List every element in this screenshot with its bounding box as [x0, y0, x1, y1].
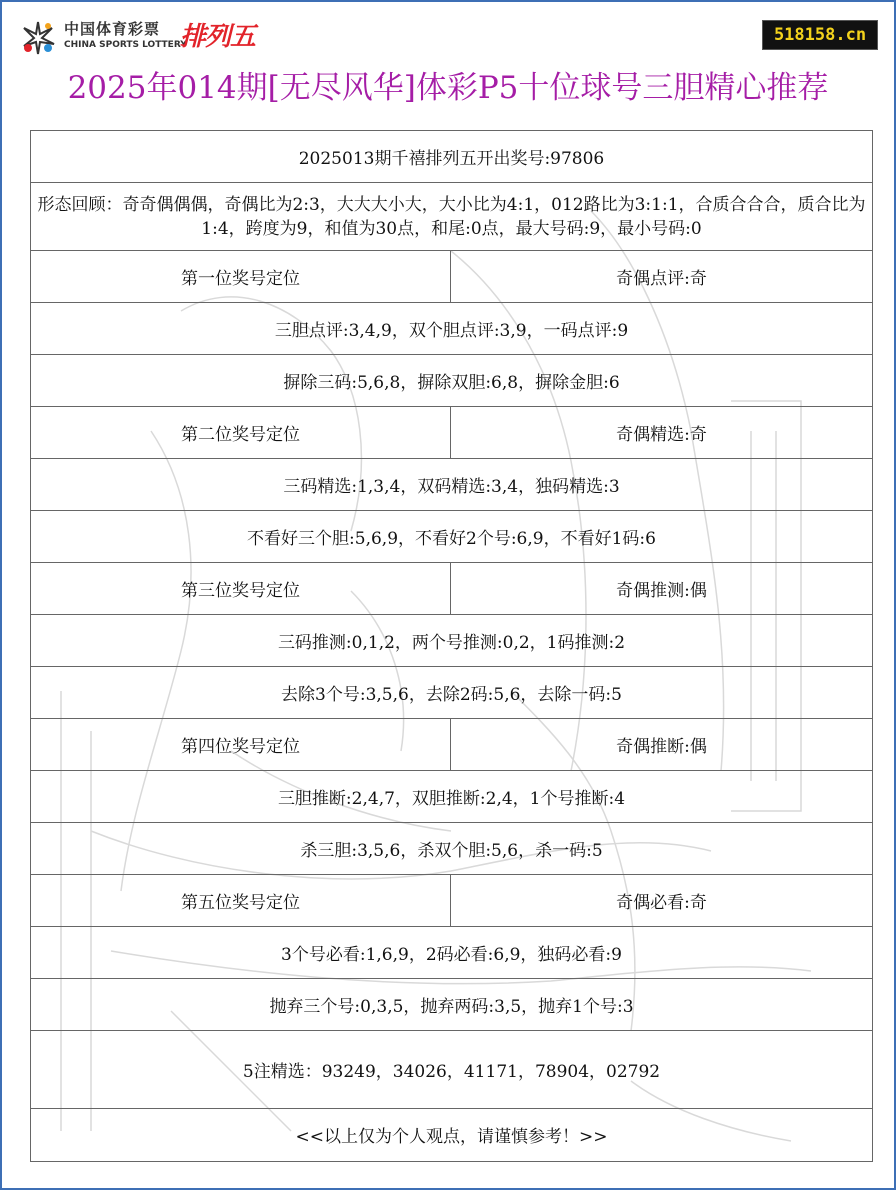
- position-3-label: 第三位奖号定位: [31, 563, 451, 614]
- picks-row: [31, 1031, 872, 1109]
- recommendation-table: [30, 130, 873, 1162]
- site-badge[interactable]: 518158.cn: [762, 20, 878, 50]
- position-3-line-2-text: 去除3个号:3,5,6，去除2码:5,6，去除一码:5: [281, 685, 622, 705]
- position-3-header-row: [31, 563, 872, 615]
- review-text: 形态回顾：奇奇偶偶偶，奇偶比为2:3，大大大小大，大小比为4:1，012路比为3:1:1，合质合合合，质合比为1:4，跨度为9，和值为30点，和尾:0点，最大号码:9，最小号码:0: [37, 194, 866, 239]
- position-2-label: 第二位奖号定位: [31, 407, 451, 458]
- position-5-line-2-text: 抛弃三个号:0,3,5，抛弃两码:3,5，抛弃1个号:3: [269, 997, 634, 1017]
- position-4-line-2-text: 杀三胆:3,5,6，杀双个胆:5,6，杀一码:5: [300, 841, 603, 861]
- position-1-line-2: [31, 355, 872, 407]
- review-row: [31, 183, 872, 251]
- logo-game-name: 排列五: [180, 22, 256, 52]
- position-2-line-2-text: 不看好三个胆:5,6,9，不看好2个号:6,9，不看好1码:6: [247, 529, 656, 549]
- position-2-parity: 奇偶精选:奇: [616, 425, 707, 445]
- position-2-line-1: [31, 459, 872, 511]
- disclaimer-row: [31, 1109, 872, 1159]
- disclaimer-text: <<以上仅为个人观点，请谨慎参考！>>: [295, 1126, 608, 1147]
- position-4-header-row: [31, 719, 872, 771]
- position-5-label: 第五位奖号定位: [31, 875, 451, 926]
- position-5-header-row: [31, 875, 872, 927]
- position-4-line-1-text: 三胆推断:2,4,7，双胆推断:2,4，1个号推断:4: [277, 789, 626, 809]
- position-1-line-2-text: 摒除三码:5,6,8，摒除双胆:6,8，摒除金胆:6: [283, 373, 620, 393]
- position-2-line-1-text: 三码精选:1,3,4，双码精选:3,4，独码精选:3: [283, 477, 620, 497]
- picks-text: 5注精选：93249，34026，41171，78904，02792: [242, 1062, 661, 1082]
- position-1-parity: 奇偶点评:奇: [616, 269, 707, 289]
- last-draw-row: [31, 131, 872, 183]
- position-5-line-1-text: 3个号必看:1,6,9，2码必看:6,9，独码必看:9: [281, 945, 622, 965]
- last-draw-text: 2025013期千禧排列五开出奖号:97806: [298, 149, 605, 169]
- position-1-header-row: [31, 251, 872, 303]
- position-2-line-2: [31, 511, 872, 563]
- position-5-parity: 奇偶必看:奇: [616, 893, 707, 913]
- logo-english-text: CHINA SPORTS LOTTERY: [64, 40, 187, 50]
- lottery-star-icon: [18, 18, 58, 58]
- position-3-line-1: [31, 615, 872, 667]
- position-1-line-1: [31, 303, 872, 355]
- logo-chinese-text: 中国体育彩票: [64, 20, 161, 38]
- china-sports-lottery-logo: [18, 16, 278, 60]
- position-4-parity: 奇偶推断:偶: [616, 737, 707, 757]
- page-title: 2025年014期[无尽风华]体彩P5十位球号三胆精心推荐: [67, 70, 829, 106]
- position-1-label: 第一位奖号定位: [31, 251, 451, 302]
- position-1-line-1-text: 三胆点评:3,4,9，双个胆点评:3,9，一码点评:9: [274, 321, 629, 341]
- position-4-line-2: [31, 823, 872, 875]
- table-rows: [31, 131, 872, 1159]
- position-5-line-1: [31, 927, 872, 979]
- position-3-line-2: [31, 667, 872, 719]
- position-3-parity: 奇偶推测:偶: [616, 581, 707, 601]
- header: [0, 0, 896, 130]
- position-3-line-1-text: 三码推测:0,1,2，两个号推测:0,2，1码推测:2: [277, 633, 626, 653]
- position-5-line-2: [31, 979, 872, 1031]
- position-2-header-row: [31, 407, 872, 459]
- position-4-label: 第四位奖号定位: [31, 719, 451, 770]
- position-4-line-1: [31, 771, 872, 823]
